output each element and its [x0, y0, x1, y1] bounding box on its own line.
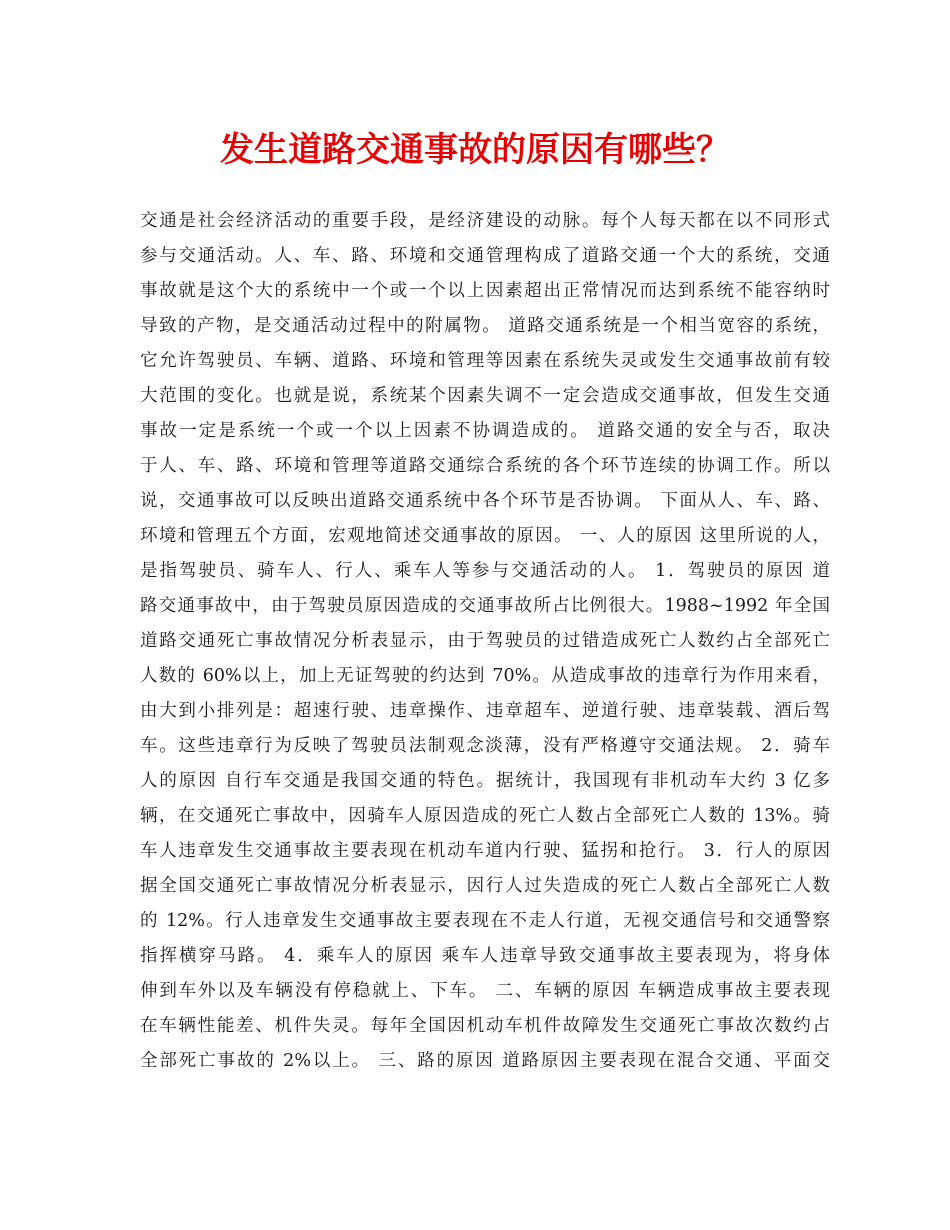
- page-title: 发生道路交通事故的原因有哪些？: [220, 130, 730, 170]
- paragraph-line: 导致的产物，是交通活动过程中的附属物。 道路交通系统是一个相当宽容的系统，: [140, 316, 830, 336]
- paragraph-line: 指挥横穿马路。 4．乘车人的原因 乘车人违章导致交通事故主要表现为，将身体: [140, 946, 830, 966]
- paragraph-line: 全部死亡事故的 2%以上。 三、路的原因 道路原因主要表现在混合交通、平面交: [140, 1051, 830, 1071]
- paragraph-line: 说，交通事故可以反映出道路交通系统中各个环节是否协调。 下面从人、车、路、: [140, 491, 830, 511]
- paragraph-line: 参与交通活动。人、车、路、环境和交通管理构成了道路交通一个大的系统，交通: [140, 246, 830, 266]
- paragraph-line: 道路交通死亡事故情况分析表显示，由于驾驶员的过错造成死亡人数约占全部死亡: [140, 631, 830, 651]
- paragraph-line: 事故就是这个大的系统中一个或一个以上因素超出正常情况而达到系统不能容纳时: [140, 281, 830, 301]
- paragraph-line: 事故一定是系统一个或一个以上因素不协调造成的。 道路交通的安全与否，取决: [140, 421, 830, 441]
- paragraph-line: 车人违章发生交通事故主要表现在机动车道内行驶、猛拐和抢行。 3．行人的原因: [140, 841, 830, 861]
- body-text: [140, 204, 830, 1079]
- paragraph-line: 车。这些违章行为反映了驾驶员法制观念淡薄，没有严格遵守交通法规。 2．骑车: [140, 736, 830, 756]
- paragraph-line: 交通是社会经济活动的重要手段，是经济建设的动脉。每个人每天都在以不同形式: [140, 211, 830, 231]
- paragraph-line: 环境和管理五个方面，宏观地简述交通事故的原因。 一、人的原因 这里所说的人，: [140, 526, 830, 546]
- paragraph-line: 是指驾驶员、骑车人、行人、乘车人等参与交通活动的人。 1．驾驶员的原因 道: [140, 561, 830, 581]
- paragraph-line: 的 12%。行人违章发生交通事故主要表现在不走人行道，无视交通信号和交通警察: [140, 911, 830, 931]
- paragraph-line: 辆，在交通死亡事故中，因骑车人原因造成的死亡人数占全部死亡人数的 13%。骑: [140, 806, 830, 826]
- paragraph-line: 据全国交通死亡事故情况分析表显示，因行人过失造成的死亡人数占全部死亡人数: [140, 876, 830, 896]
- paragraph-line: 人数的 60%以上，加上无证驾驶的约达到 70%。从造成事故的违章行为作用来看，: [140, 666, 830, 686]
- paragraph-line: 在车辆性能差、机件失灵。每年全国因机动车机件故障发生交通死亡事故次数约占: [140, 1016, 830, 1036]
- paragraph-line: 由大到小排列是：超速行驶、违章操作、违章超车、逆道行驶、违章装载、酒后驾: [140, 701, 830, 721]
- paragraph-line: 人的原因 自行车交通是我国交通的特色。据统计，我国现有非机动车大约 3 亿多: [140, 771, 830, 791]
- paragraph-line: 它允许驾驶员、车辆、道路、环境和管理等因素在系统失灵或发生交通事故前有较: [140, 351, 830, 371]
- paragraph-line: 大范围的变化。也就是说，系统某个因素失调不一定会造成交通事故，但发生交通: [140, 386, 830, 406]
- paragraph-line: 伸到车外以及车辆没有停稳就上、下车。 二、车辆的原因 车辆造成事故主要表现: [140, 981, 830, 1001]
- paragraph-line: 路交通事故中，由于驾驶员原因造成的交通事故所占比例很大。1988~1992 年全国: [140, 596, 830, 616]
- paragraph-line: 于人、车、路、环境和管理等道路交通综合系统的各个环节连续的协调工作。所以: [140, 456, 830, 476]
